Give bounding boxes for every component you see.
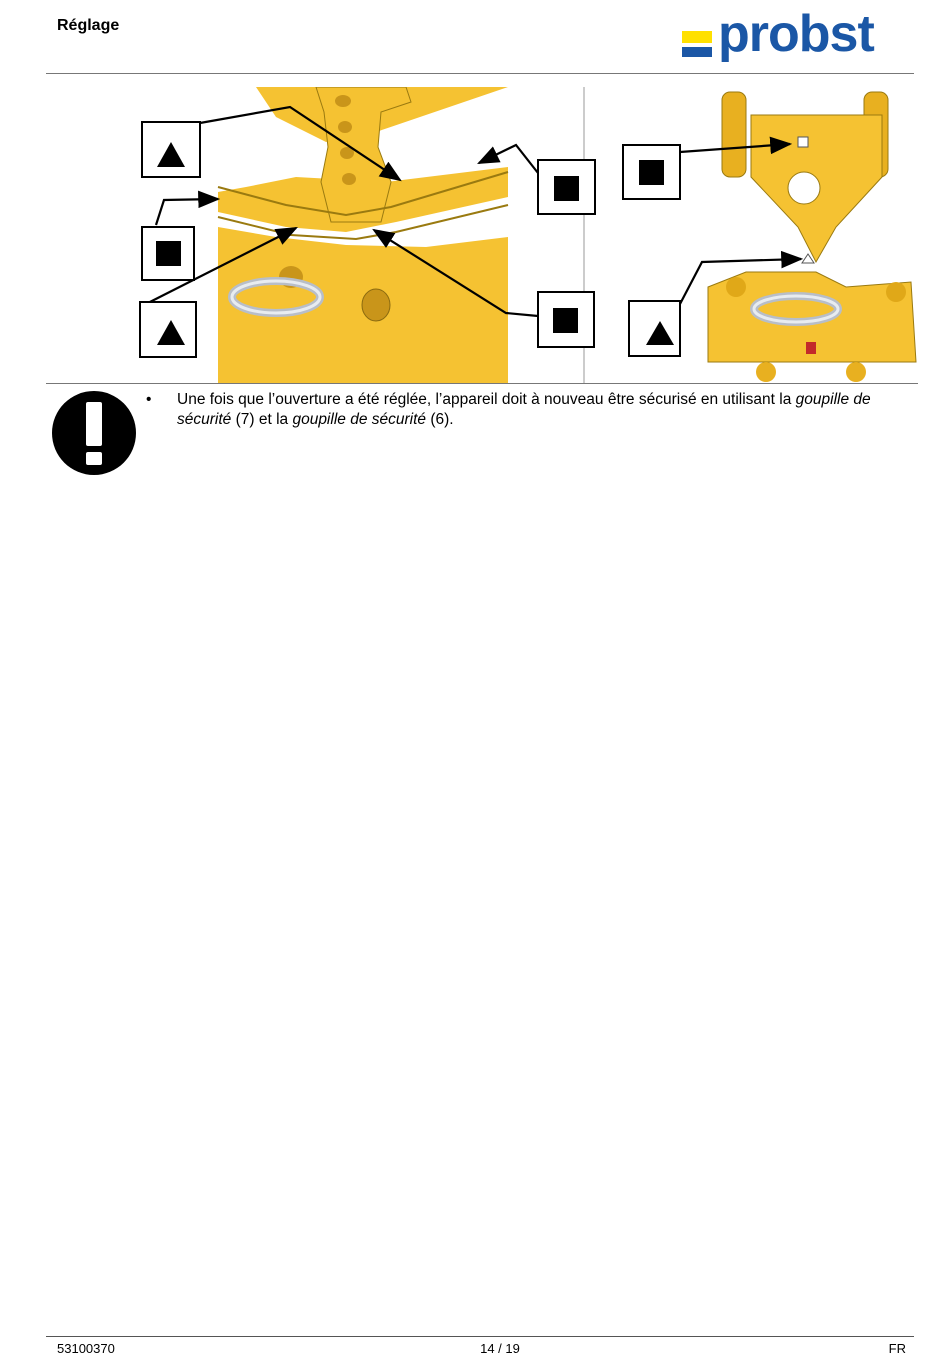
- callout-box-3: [140, 302, 196, 357]
- bullet: •: [146, 391, 152, 408]
- right-photo: [708, 92, 916, 382]
- callout-box-4: [538, 160, 595, 214]
- note-text-segment: (6).: [426, 411, 454, 428]
- note-text: [177, 390, 906, 430]
- callout-box-2: [142, 227, 194, 280]
- callout-box-1: [142, 122, 200, 177]
- language-code: FR: [888, 1341, 906, 1356]
- header-divider: [46, 73, 914, 74]
- callout-box-5: [538, 292, 594, 347]
- figure-divider: [46, 383, 918, 384]
- adjustment-figure: [46, 87, 918, 384]
- note-text-segment: (7) et la: [231, 411, 293, 428]
- doc-number: 53100370: [57, 1341, 115, 1356]
- safety-note: [146, 390, 906, 430]
- page-number: 14 / 19: [480, 1341, 520, 1356]
- footer-divider: [46, 1336, 914, 1337]
- probst-logo: [682, 5, 906, 68]
- left-photo: [218, 87, 508, 384]
- callout-box-7: [629, 301, 680, 356]
- logo-blue-bar: [682, 47, 712, 57]
- exclamation-icon: [51, 390, 137, 476]
- adjustment-illustration: [46, 87, 918, 384]
- callout-box-6: [623, 145, 680, 199]
- note-term: goupille de sécurité: [177, 391, 871, 428]
- note-text-segment: Une fois que l’ouverture a été réglée, l’appareil doit à nouveau être sécurisé en utilisant la: [177, 391, 796, 408]
- logo-yellow-bar: [682, 31, 712, 43]
- section-title: Réglage: [57, 17, 120, 34]
- logo-text: probst: [718, 5, 874, 63]
- note-term: goupille de sécurité: [292, 411, 427, 428]
